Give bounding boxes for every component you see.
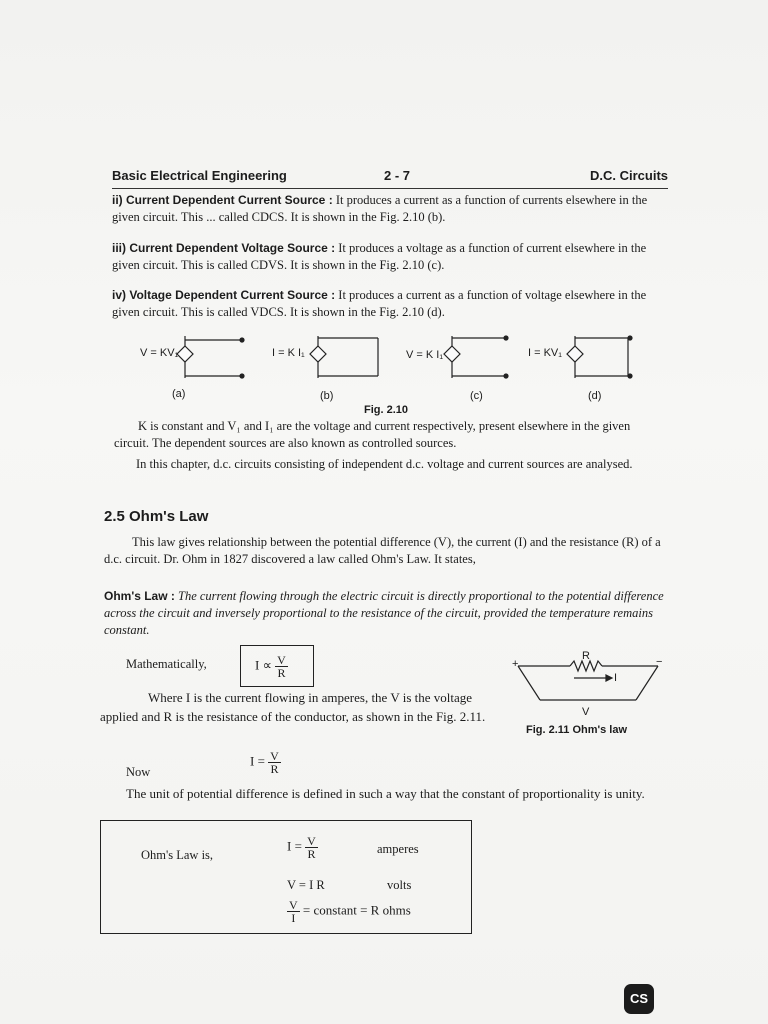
- para-chapter: In this chapter, d.c. circuits consisting of independent d.c. voltage and current sources are analysed.: [136, 457, 633, 471]
- ohms-law-summary-box: [100, 820, 472, 934]
- summary-row-voltage: V = I R: [287, 878, 325, 892]
- fig-2-11-v: V: [582, 706, 590, 718]
- now-equation: I = $\frac{V}{R}$: [250, 749, 279, 776]
- summary-label: Ohm's Law is,: [141, 848, 214, 862]
- fig-a-tag: (a): [172, 388, 186, 400]
- fig-2-11-plus: +: [512, 658, 519, 670]
- para-vdcs: iv) Voltage Dependent Current Source : It produces a current as a function of voltage elsewhere in the given circuit. This is called VDCS. It is shown in the Fig. 2.10 (d).: [112, 288, 647, 319]
- para-where: Where I is the current flowing in amperes, the V is the voltage applied and R is the resistance of the conductor, as shown in the Fig. 2.11.: [100, 690, 486, 724]
- header-page-number: 2 - 7: [384, 168, 411, 183]
- fig-c-label: V = K I₁: [406, 349, 444, 361]
- fig-2-11-caption: Fig. 2.11 Ohm's law: [526, 724, 628, 736]
- para-unit: The unit of potential difference is defined in such a way that the constant of proportionality is unity.: [126, 786, 645, 801]
- fig-2-11-r: R: [582, 650, 590, 662]
- fig-d-label: I = KV₁: [528, 347, 562, 359]
- summary-row-current: I = $\frac{V}{R}$: [287, 834, 316, 861]
- para-cdvs: iii) Current Dependent Voltage Source : It produces a voltage as a function of current elsewhere in the given circuit. This is called CDVS. It is shown in the Fig. 2.10 (c).: [112, 241, 647, 272]
- summary-unit-volts: volts: [387, 878, 412, 892]
- fig-b-tag: (b): [320, 390, 334, 402]
- fig-2-11-minus: −: [656, 656, 663, 668]
- fig-2-10-circuits: [130, 328, 650, 400]
- summary-row-resistance: $\frac{V}{I}$ = constant = R ohms: [289, 898, 411, 925]
- summary-unit-amperes: amperes: [377, 842, 419, 856]
- para-ohms-law: Ohm's Law : The current flowing through the electric circuit is directly proportional to the potential difference across the circuit and inversely proportional to the resistance of the circuit, provided the temperature remains constant.: [104, 589, 664, 637]
- header-book-title: Basic Electrical Engineering: [112, 168, 287, 183]
- fig-a-label: V = KV₁: [140, 347, 179, 359]
- fig-2-10-caption: Fig. 2.10: [364, 404, 409, 416]
- section-title: 2.5 Ohm's Law: [104, 508, 209, 525]
- camscanner-logo: CS: [624, 984, 654, 1014]
- para-cdcs: ii) Current Dependent Current Source : It produces a current as a function of currents elsewhere in the given circuit. This ... called CDCS. It is shown in the Fig. 2.10 (b).: [112, 193, 648, 224]
- mathematically-label: Mathematically,: [126, 657, 207, 671]
- proportionality-box: I ∝ $\frac{V}{R}$: [240, 645, 314, 687]
- para-ohms-intro: This law gives relationship between the potential difference (V), the current (I) and the resistance (R) of a d.c. circuit. Dr. Ohm in 1827 discovered a law called Ohm's Law. It states,: [104, 535, 661, 566]
- para-k-constant: K is constant and V₁ and I₁ are the voltage and current respectively, present elsewhere in the given circuit. The dependent sources are also known as controlled sources.: [114, 419, 631, 450]
- page-header: [112, 166, 668, 189]
- fig-c-tag: (c): [470, 390, 483, 402]
- fig-2-11-i: I: [614, 672, 618, 684]
- header-chapter: D.C. Circuits: [589, 168, 668, 183]
- fig-2-11-circuit: [510, 648, 670, 706]
- fig-b-label: I = K I₁: [272, 347, 305, 359]
- fig-d-tag: (d): [588, 390, 602, 402]
- now-label: Now: [126, 765, 151, 779]
